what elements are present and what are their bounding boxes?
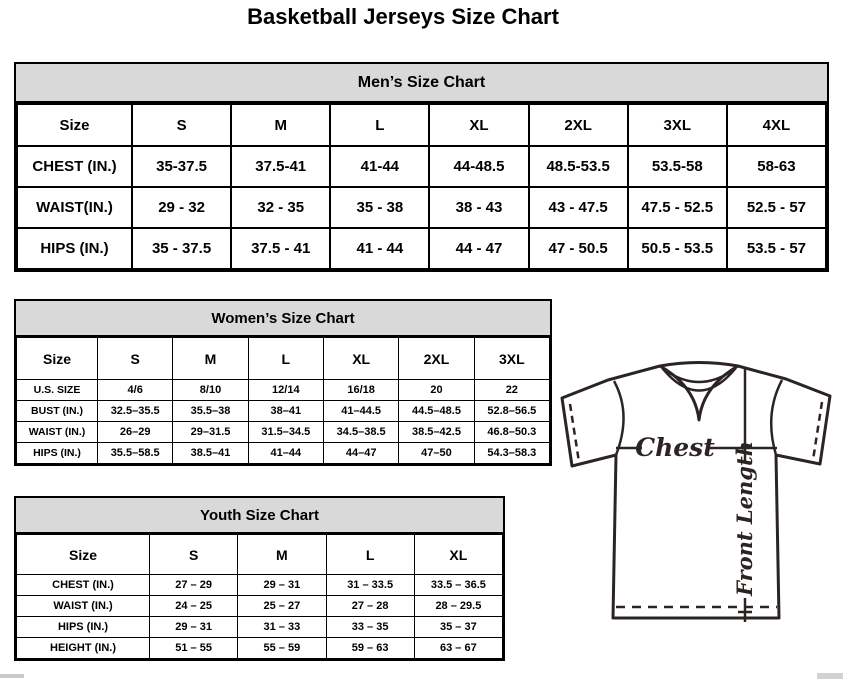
row-label: HIPS (IN.) <box>17 443 98 464</box>
column-header: XL <box>414 535 502 575</box>
column-header: 4XL <box>727 104 826 146</box>
column-header: 3XL <box>474 338 549 380</box>
table-row <box>17 146 826 187</box>
table-cell: 35.5–58.5 <box>98 443 173 464</box>
table-cell: 38–41 <box>248 401 323 422</box>
table-cell: 38 - 43 <box>429 187 528 228</box>
table-cell: 41-44 <box>330 146 429 187</box>
table-cell: 41–44 <box>248 443 323 464</box>
row-label: HIPS (IN.) <box>17 617 150 638</box>
table-cell: 29 – 31 <box>150 617 238 638</box>
table-row <box>17 380 550 401</box>
table-cell: 33 – 35 <box>326 617 414 638</box>
youth-chart-title: Youth Size Chart <box>16 498 503 534</box>
column-header: M <box>231 104 330 146</box>
chest-label: Chest <box>635 433 715 462</box>
column-header: 3XL <box>628 104 727 146</box>
table-cell: 24 – 25 <box>150 596 238 617</box>
table-cell: 55 – 59 <box>238 638 326 659</box>
table-cell: 52.8–56.5 <box>474 401 549 422</box>
column-header: 2XL <box>529 104 628 146</box>
table-cell: 53.5 - 57 <box>727 228 826 269</box>
column-header: Size <box>17 535 150 575</box>
table-cell: 8/10 <box>173 380 248 401</box>
table-cell: 34.5–38.5 <box>323 422 398 443</box>
row-label: HIPS (IN.) <box>17 228 132 269</box>
table-row <box>17 617 503 638</box>
column-header: XL <box>429 104 528 146</box>
table-cell: 44 - 47 <box>429 228 528 269</box>
table-cell: 28 – 29.5 <box>414 596 502 617</box>
row-label: WAIST (IN.) <box>17 422 98 443</box>
column-header: S <box>150 535 238 575</box>
table-cell: 50.5 - 53.5 <box>628 228 727 269</box>
table-cell: 31 – 33.5 <box>326 575 414 596</box>
table-row <box>17 575 503 596</box>
row-label: WAIST(IN.) <box>17 187 132 228</box>
womens-size-chart <box>14 299 552 466</box>
table-cell: 58-63 <box>727 146 826 187</box>
table-cell: 53.5-58 <box>628 146 727 187</box>
table-cell: 32.5–35.5 <box>98 401 173 422</box>
table-cell: 20 <box>399 380 474 401</box>
table-cell: 25 – 27 <box>238 596 326 617</box>
table-cell: 27 – 29 <box>150 575 238 596</box>
table-cell: 35 - 37.5 <box>132 228 231 269</box>
table-cell: 22 <box>474 380 549 401</box>
row-label: U.S. SIZE <box>17 380 98 401</box>
column-header: L <box>330 104 429 146</box>
column-header: S <box>98 338 173 380</box>
table-cell: 47–50 <box>399 443 474 464</box>
womens-header-row <box>17 338 550 380</box>
table-cell: 37.5-41 <box>231 146 330 187</box>
column-header: L <box>326 535 414 575</box>
table-cell: 48.5-53.5 <box>529 146 628 187</box>
mens-header-row <box>17 104 826 146</box>
row-label: WAIST (IN.) <box>17 596 150 617</box>
table-cell: 4/6 <box>98 380 173 401</box>
column-header: M <box>238 535 326 575</box>
table-cell: 44-48.5 <box>429 146 528 187</box>
table-cell: 41 - 44 <box>330 228 429 269</box>
table-row <box>17 187 826 228</box>
horizontal-scrollbar-fragment-right[interactable] <box>817 673 843 679</box>
column-header: M <box>173 338 248 380</box>
column-header: L <box>248 338 323 380</box>
table-cell: 12/14 <box>248 380 323 401</box>
column-header: Size <box>17 338 98 380</box>
jersey-measurement-diagram <box>556 358 840 628</box>
table-cell: 44.5–48.5 <box>399 401 474 422</box>
table-cell: 47 - 50.5 <box>529 228 628 269</box>
table-row <box>17 228 826 269</box>
table-cell: 43 - 47.5 <box>529 187 628 228</box>
table-row <box>17 401 550 422</box>
table-cell: 46.8–50.3 <box>474 422 549 443</box>
womens-table <box>16 337 550 464</box>
mens-chart-title: Men’s Size Chart <box>16 64 827 103</box>
womens-chart-title: Women’s Size Chart <box>16 301 550 337</box>
front-length-label: Front Length <box>732 441 757 596</box>
table-row <box>17 443 550 464</box>
table-cell: 35 – 37 <box>414 617 502 638</box>
jersey-outline-icon <box>562 363 830 619</box>
youth-size-chart <box>14 496 505 661</box>
column-header: 2XL <box>399 338 474 380</box>
row-label: CHEST (IN.) <box>17 575 150 596</box>
table-cell: 26–29 <box>98 422 173 443</box>
table-cell: 44–47 <box>323 443 398 464</box>
table-row <box>17 596 503 617</box>
youth-table <box>16 534 503 659</box>
table-cell: 27 – 28 <box>326 596 414 617</box>
row-label: CHEST (IN.) <box>17 146 132 187</box>
table-cell: 35.5–38 <box>173 401 248 422</box>
mens-table <box>16 103 827 270</box>
page-title: Basketball Jerseys Size Chart <box>247 4 559 29</box>
table-cell: 41–44.5 <box>323 401 398 422</box>
table-cell: 52.5 - 57 <box>727 187 826 228</box>
table-cell: 32 - 35 <box>231 187 330 228</box>
table-cell: 35 - 38 <box>330 187 429 228</box>
table-cell: 29 – 31 <box>238 575 326 596</box>
table-cell: 54.3–58.3 <box>474 443 549 464</box>
row-label: HEIGHT (IN.) <box>17 638 150 659</box>
table-cell: 16/18 <box>323 380 398 401</box>
table-cell: 29 - 32 <box>132 187 231 228</box>
table-row <box>17 638 503 659</box>
table-cell: 37.5 - 41 <box>231 228 330 269</box>
table-cell: 51 – 55 <box>150 638 238 659</box>
horizontal-scrollbar-fragment-left[interactable] <box>0 674 24 678</box>
row-label: BUST (IN.) <box>17 401 98 422</box>
table-cell: 31.5–34.5 <box>248 422 323 443</box>
table-cell: 31 – 33 <box>238 617 326 638</box>
table-cell: 59 – 63 <box>326 638 414 659</box>
table-cell: 38.5–41 <box>173 443 248 464</box>
youth-header-row <box>17 535 503 575</box>
table-cell: 29–31.5 <box>173 422 248 443</box>
table-cell: 35-37.5 <box>132 146 231 187</box>
column-header: Size <box>17 104 132 146</box>
mens-size-chart <box>14 62 829 272</box>
table-row <box>17 422 550 443</box>
column-header: S <box>132 104 231 146</box>
table-cell: 33.5 – 36.5 <box>414 575 502 596</box>
table-cell: 38.5–42.5 <box>399 422 474 443</box>
table-cell: 47.5 - 52.5 <box>628 187 727 228</box>
column-header: XL <box>323 338 398 380</box>
table-cell: 63 – 67 <box>414 638 502 659</box>
